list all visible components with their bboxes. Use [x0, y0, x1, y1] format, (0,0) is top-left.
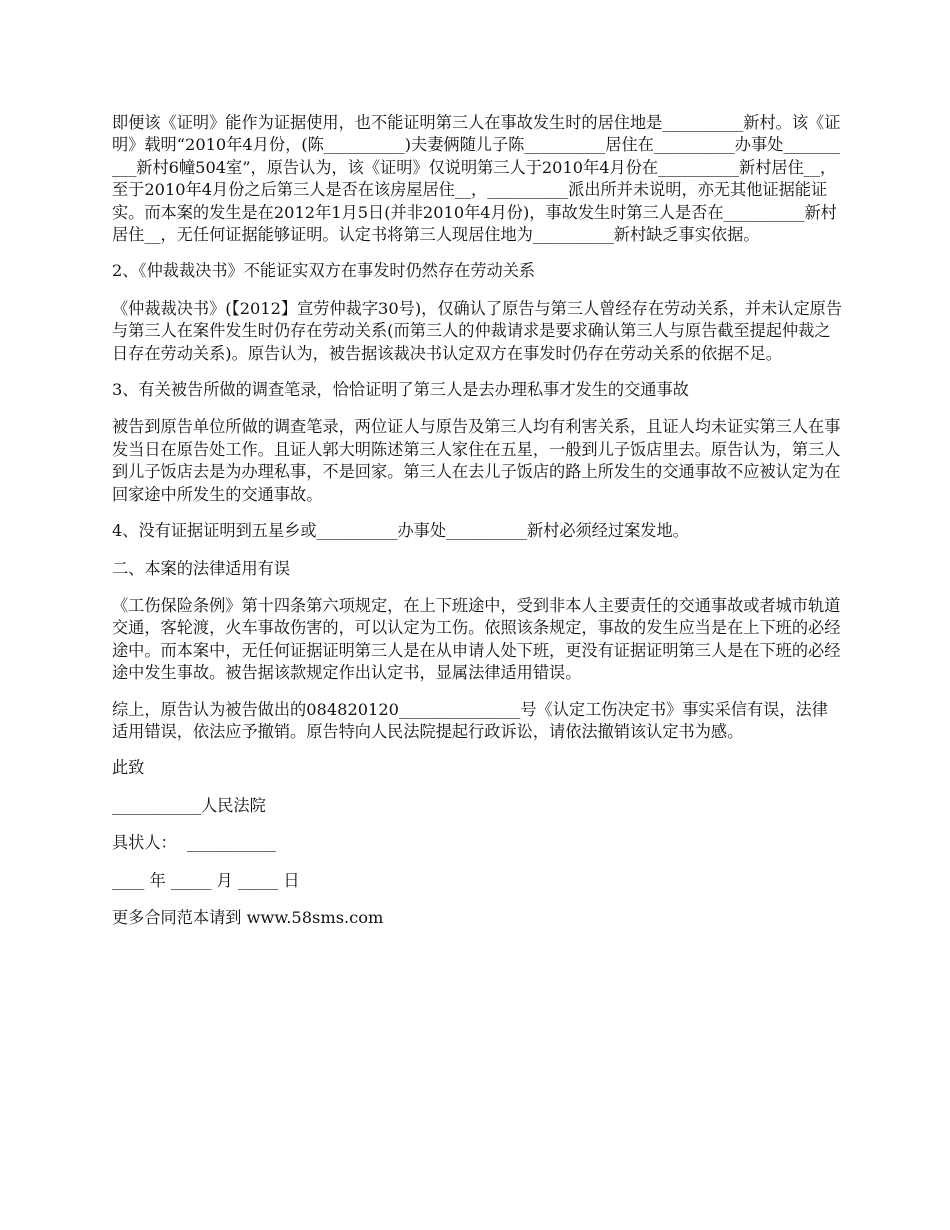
heading-arbitration-award: 2、《仲裁裁决书》不能证实双方在事发时仍然存在劳动关系 [112, 261, 536, 281]
section-heading-law-application: 二、本案的法律适用有误 [112, 558, 291, 578]
heading-investigation-record: 3、有关被告所做的调查笔录，恰恰证明了第三人是去办理私事才发生的交通事故 [112, 380, 689, 400]
paragraph-residence-evidence: 即便该《证明》能作为证据使用，也不能证明第三人在事故发生时的居住地是__________新村。该《证明》载明“2010年4月份，(陈__________)夫妻俩随儿子陈__________居住在__________办事处__________新村6幢504室”，原告认为，该《证明》仅说明第三人于2010年4月份在__________新村居住__，至于2010年4月份之后第三人是否在该房屋居住__，__________派出所并未说明，亦无其他证据能证实。而本案的发生是在2012年1月5日(并非2010年4月份)，事故发生时第三人是否在__________新村居住__，无任何证据能够证明。认定书将第三人现居住地为__________新村缺乏事实依据。 [112, 113, 841, 245]
court-name-line: ___________人民法院 [112, 795, 266, 815]
document-body [112, 112, 844, 944]
paragraph-route-evidence: 4、没有证据证明到五星乡或__________办事处__________新村必须经过案发地。 [112, 521, 689, 541]
footer-more-templates: 更多合同范本请到 www.58sms.com [112, 907, 384, 927]
paragraph-arbitration-award: 《仲裁裁决书》(【2012】宣劳仲裁字30号)，仅确认了原告与第三人曾经存在劳动关系，并未认定原告与第三人在案件发生时仍存在劳动关系(而第三人的仲裁请求是要求确认第三人与原告截至提起仲裁之日存在劳动关系)。原告认为，被告据该裁决书认定双方在事发时仍存在劳动关系的依据不足。 [112, 298, 843, 363]
paragraph-investigation-record: 被告到原告单位所做的调查笔录，两位证人与原告及第三人均有利害关系，且证人均未证实第三人在事发当日在原告处工作。且证人郭大明陈述第三人家住在五星，一般到儿子饭店里去。原告认为，第三人到儿子饭店去是为办理私事，不是回家。第三人在去儿子饭店的路上所发生的交通事故不应被认定为在回家途中所发生的交通事故。 [112, 417, 841, 504]
paragraph-work-injury-regulation: 《工伤保险条例》第十四条第六项规定，在上下班途中，受到非本人主要责任的交通事故或者城市轨道交通，客轮渡，火车事故伤害的，可以认定为工伤。依照该条规定，事故的发生应当是在上下班的必经途中。而本案中，无任何证据证明第三人是在从申请人处下班，更没有证据证明第三人是在下班的必经途中发生事故。被告据该款规定作出认定书，显属法律适用错误。 [112, 595, 841, 683]
plaintiff-signature-line: 具状人： ___________ [112, 833, 277, 853]
closing-salutation: 此致 [112, 758, 145, 778]
date-line: ____ 年 _____ 月 _____ 日 [112, 870, 300, 890]
paragraph-conclusion: 综上，原告认为被告做出的084820120_______________号《认定工伤决定书》事实采信有误，法律适用错误，依法应予撤销。原告特向人民法院提起行政诉讼，请依法撤销该认定书为感。 [112, 699, 828, 741]
